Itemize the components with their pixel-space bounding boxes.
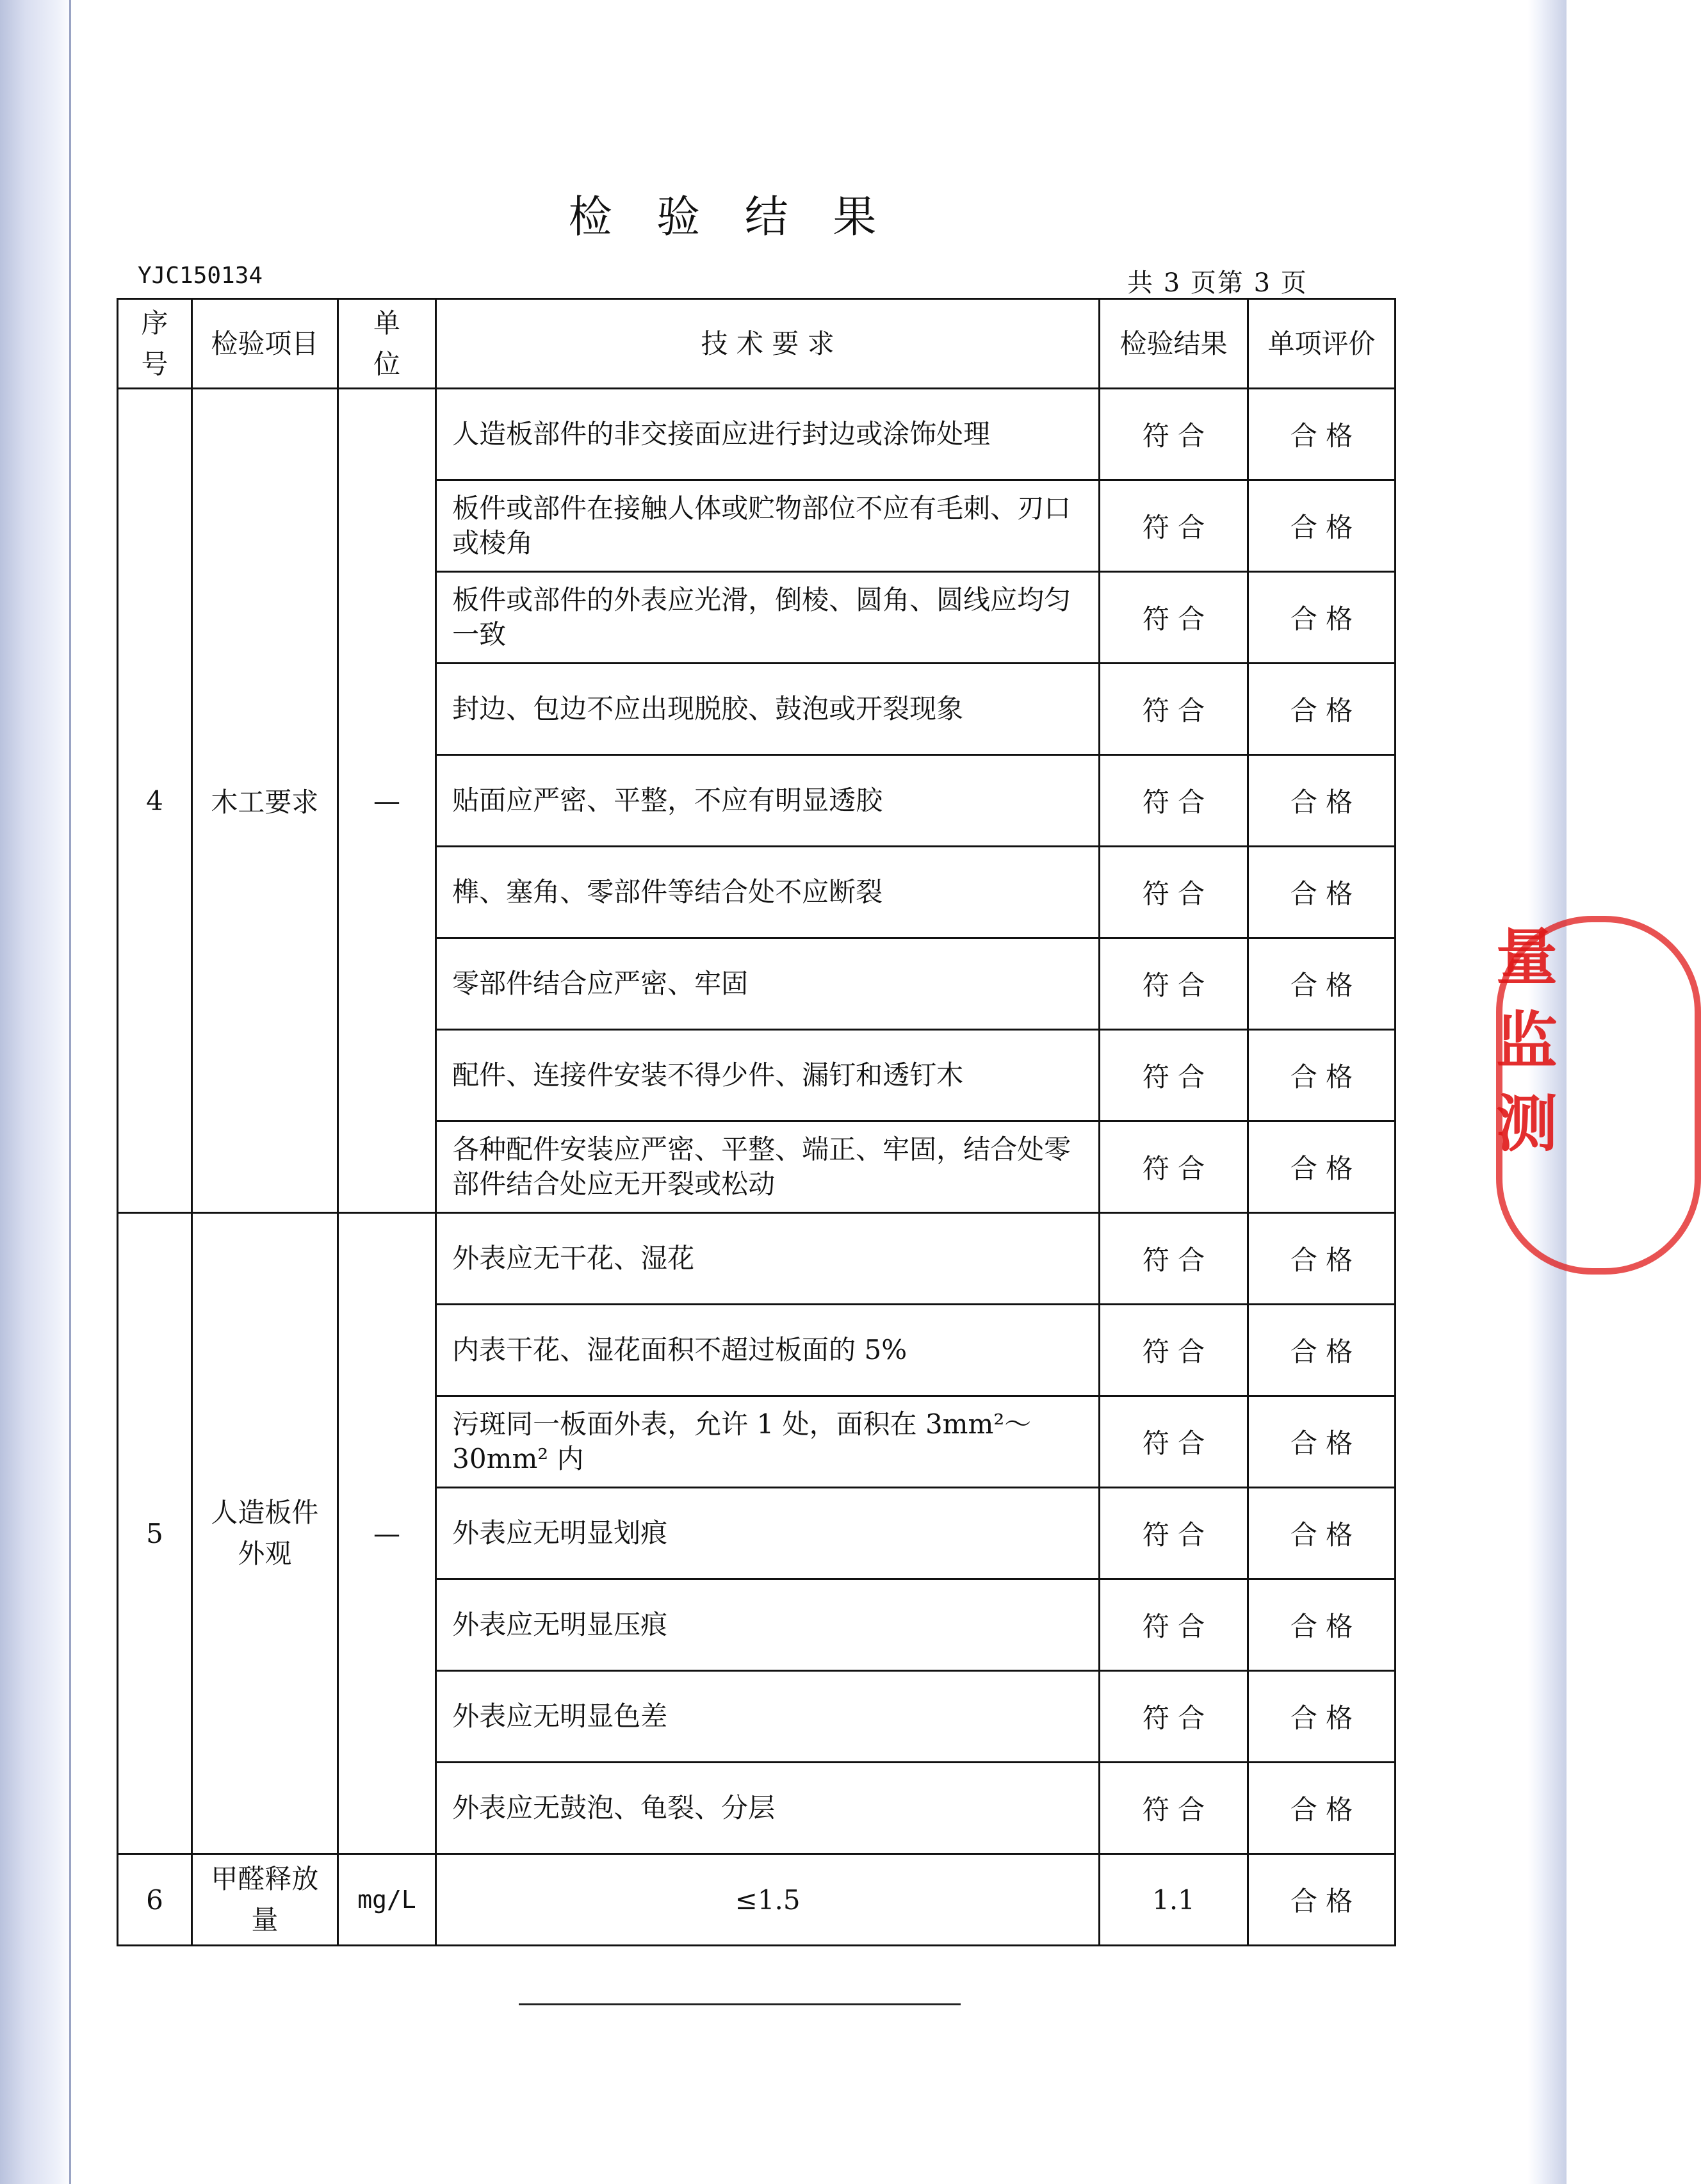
- requirement-cell: 贴面应严密、平整，不应有明显透胶: [436, 755, 1100, 847]
- group-unit: mg/L: [338, 1854, 435, 1946]
- requirement-cell: 零部件结合应严密、牢固: [436, 938, 1100, 1030]
- header-item: 检验项目: [192, 299, 338, 389]
- result-cell: 符 合: [1099, 1213, 1248, 1305]
- group-unit: —: [338, 1213, 435, 1854]
- requirement-cell: 板件或部件的外表应光滑，倒棱、圆角、圆线应均匀一致: [436, 572, 1100, 664]
- result-cell: 符 合: [1099, 664, 1248, 755]
- requirement-cell: 外表应无明显色差: [436, 1671, 1100, 1763]
- evaluation-cell: 合 格: [1248, 1213, 1396, 1305]
- result-cell: 符 合: [1099, 847, 1248, 938]
- requirement-cell: 榫、塞角、零部件等结合处不应断裂: [436, 847, 1100, 938]
- result-cell: 符 合: [1099, 480, 1248, 572]
- result-cell: 符 合: [1099, 1671, 1248, 1763]
- requirement-cell: 外表应无干花、湿花: [436, 1213, 1100, 1305]
- evaluation-cell: 合 格: [1248, 1854, 1396, 1946]
- table-row: [118, 389, 1396, 480]
- scan-edge-left: [0, 0, 72, 2184]
- requirement-cell: 内表干花、湿花面积不超过板面的 5%: [436, 1305, 1100, 1396]
- result-cell: 符 合: [1099, 1121, 1248, 1213]
- group-unit: —: [338, 389, 435, 1213]
- requirement-cell: 污斑同一板面外表，允许 1 处，面积在 3mm²～30mm² 内: [436, 1396, 1100, 1488]
- table-row: [118, 1213, 1396, 1305]
- requirement-cell: 外表应无明显划痕: [436, 1488, 1100, 1579]
- evaluation-cell: 合 格: [1248, 572, 1396, 664]
- requirement-cell: 配件、连接件安装不得少件、漏钉和透钉木: [436, 1030, 1100, 1121]
- requirement-cell: ≤1.5: [436, 1854, 1100, 1946]
- group-item: 人造板件外观: [192, 1213, 338, 1854]
- header-seq: 序号: [118, 299, 192, 389]
- evaluation-cell: 合 格: [1248, 664, 1396, 755]
- requirement-cell: 外表应无明显压痕: [436, 1579, 1100, 1671]
- evaluation-cell: 合 格: [1248, 1671, 1396, 1763]
- requirement-cell: 封边、包边不应出现脱胶、鼓泡或开裂现象: [436, 664, 1100, 755]
- result-cell: 符 合: [1099, 572, 1248, 664]
- evaluation-cell: 合 格: [1248, 1763, 1396, 1854]
- group-seq: 4: [118, 389, 192, 1213]
- evaluation-cell: 合 格: [1248, 480, 1396, 572]
- group-item: 甲醛释放量: [192, 1854, 338, 1946]
- result-cell: 符 合: [1099, 1763, 1248, 1854]
- evaluation-cell: 合 格: [1248, 1030, 1396, 1121]
- report-number: YJC150134: [138, 263, 263, 289]
- result-cell: 符 合: [1099, 938, 1248, 1030]
- header-result: 检验结果: [1099, 299, 1248, 389]
- result-cell: 符 合: [1099, 755, 1248, 847]
- header-requirement: 技 术 要 求: [436, 299, 1100, 389]
- group-seq: 5: [118, 1213, 192, 1854]
- results-table: [117, 298, 1396, 1946]
- table-header-row: [118, 299, 1396, 389]
- requirement-cell: 板件或部件在接触人体或贮物部位不应有毛刺、刃口或棱角: [436, 480, 1100, 572]
- evaluation-cell: 合 格: [1248, 1488, 1396, 1579]
- page-indicator: 共 3 页第 3 页: [1127, 268, 1308, 298]
- evaluation-cell: 合 格: [1248, 1396, 1396, 1488]
- table-row: [118, 1854, 1396, 1946]
- scan-edge-line: [69, 0, 71, 2184]
- result-cell: 符 合: [1099, 1579, 1248, 1671]
- result-cell: 符 合: [1099, 1030, 1248, 1121]
- result-cell: 符 合: [1099, 1305, 1248, 1396]
- seal-text: 量 监 测: [1496, 921, 1558, 1160]
- end-rule: [519, 2003, 961, 2005]
- requirement-cell: 各种配件安装应严密、平整、端正、牢固，结合处零部件结合处应无开裂或松动: [436, 1121, 1100, 1213]
- requirement-cell: 人造板部件的非交接面应进行封边或涂饰处理: [436, 389, 1100, 480]
- evaluation-cell: 合 格: [1248, 938, 1396, 1030]
- result-cell: 符 合: [1099, 1488, 1248, 1579]
- result-cell: 符 合: [1099, 389, 1248, 480]
- requirement-cell: 外表应无鼓泡、龟裂、分层: [436, 1763, 1100, 1854]
- group-seq: 6: [118, 1854, 192, 1946]
- evaluation-cell: 合 格: [1248, 847, 1396, 938]
- evaluation-cell: 合 格: [1248, 1121, 1396, 1213]
- header-evaluation: 单项评价: [1248, 299, 1396, 389]
- group-item: 木工要求: [192, 389, 338, 1213]
- evaluation-cell: 合 格: [1248, 389, 1396, 480]
- page-title: 检 验 结 果: [568, 192, 892, 243]
- official-seal: [1492, 916, 1558, 1287]
- header-unit: 单位: [338, 299, 435, 389]
- result-cell: 符 合: [1099, 1396, 1248, 1488]
- evaluation-cell: 合 格: [1248, 755, 1396, 847]
- evaluation-cell: 合 格: [1248, 1579, 1396, 1671]
- result-cell: 1.1: [1099, 1854, 1248, 1946]
- evaluation-cell: 合 格: [1248, 1305, 1396, 1396]
